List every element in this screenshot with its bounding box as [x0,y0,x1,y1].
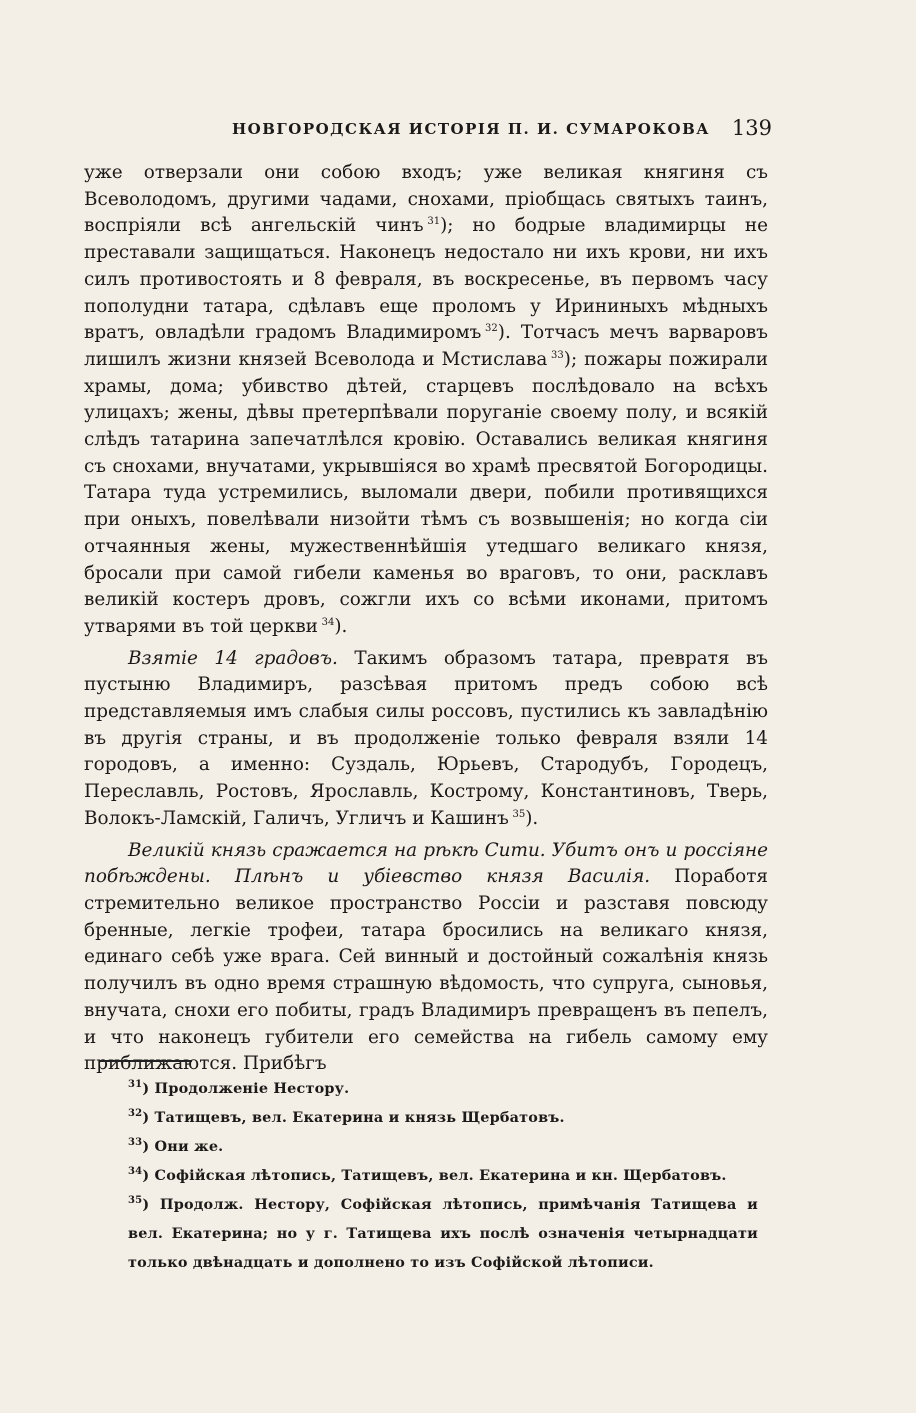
footnote-34 [98,1161,758,1190]
paragraph-1-text-d: ); пожары пожирали храмы, дома; убивство дѣтей, старцевъ послѣдовало на всѣхъ улицахъ; жены, дѣвы претерпѣвали поруганіе своему полу, и всякій слѣдъ татарина запечатлѣлся кровію. Оставались великая княгиня съ снохами, внучатами, укрывшіяся во храмѣ пресвятой Богородицы. Татара туда устремились, выломали двери, побили противящихся при оныхъ, повелѣвали низойти тѣмъ съ возвышенія; но когда сіи отчаянныя жены, мужественнѣйшія утедшаго великаго князя, бросали при самой гибели каменья во враговъ, то они, расклавъ великій костеръ дровъ, сожгли ихъ со всѣми иконами, притомъ утварями въ той церкви [84,348,769,637]
side-heading-battle-sit: Великій князь сражается на рѣкѣ Сити. Убитъ онъ и россіяне побѣждены. Плѣнъ и убіевство князя Василія. [84,839,768,888]
footnote-text: ) Татищевъ, вел. Екатерина и князь Щербатовъ. [142,1109,565,1126]
footnote-text: ) Они же. [142,1138,224,1155]
paragraph-3 [84,838,768,1078]
paragraph-1-text-a: уже отверзали они собою входъ; уже великая княгиня съ Всеволодомъ, другими чадами, снохами, пріобщась святыхъ таинъ, воспріяли всѣ ангельскій чинъ [84,162,768,237]
paragraph-2-text: Такимъ образомъ татара, превратя въ пустыню Владимиръ, разсѣвая притомъ предъ собою всѣ представляемыя имъ слабыя силы россовъ, пустились къ завладѣнію въ другія страны, и въ продолженіе только февраля взяли 14 городовъ, а именно: Суздаль, Юрьевъ, Стародубъ, Городецъ, Переславль, Ростовъ, Ярославль, Кострому, Константиновъ, Тверь, Волокъ-Ламскій, Галичъ, Угличъ и Кашинъ [84,647,768,829]
paragraph-1-text-e: ). [334,615,348,637]
footnote-31 [98,1074,758,1103]
footnote-35 [98,1190,758,1277]
footnote-text: ) Продолженіе Нестору. [142,1080,350,1097]
footnote-num: 31 [128,1079,143,1091]
footnote-text: ) Софійская лѣтопись, Татищевъ, вел. Екатерина и кн. Щербатовъ. [142,1167,727,1184]
footnote-num: 33 [128,1137,143,1149]
footnote-ref-34: 34 [321,616,335,628]
footnote-33 [98,1132,758,1161]
footnote-text: ) Продолж. Нестору, Софійская лѣтопись, примѣчанія Татищева и вел. Екатерина; но у г. Татищева ихъ послѣ означенія четырнадцати только двѣнадцать и дополнено то изъ Софійской лѣтописи. [128,1196,758,1271]
footnote-ref-32: 32 [485,323,498,335]
paragraph-2 [84,646,768,833]
running-header [84,116,772,146]
running-title: НОВГОРОДСКАЯ ИСТОРІЯ П. И. СУМАРОКОВА [232,120,710,138]
paragraph-3-text: Поработя стремительно великое пространство Россіи и разставя повсюду бренные, легкіе трофеи, татара бросились на великаго князя, единаго себѣ уже врага. Сей винный и достойный сожалѣнія князь получилъ въ одно время страшную вѣдомость, что супруга, сыновья, внучата, снохи его побиты, градъ Владимиръ превращенъ въ пепелъ, и что наконецъ губители его семейства на гибель самому ему приближаются. Прибѣгъ [84,866,768,1075]
footnote-num: 34 [128,1166,143,1178]
footnote-num: 32 [128,1108,143,1120]
footnote-32 [98,1103,758,1132]
paragraph-1 [84,160,768,641]
footnote-ref-35: 35 [512,808,526,820]
paragraph-1-text-c: ). Тотчасъ мечъ варваровъ лишилъ жизни князей Всеволода и Мстислава [84,322,768,370]
page-number: 139 [731,116,772,140]
footnote-num: 35 [128,1195,143,1207]
footnote-ref-31: 31 [427,216,441,228]
side-heading-capture-14-towns: Взятіе 14 градовъ. [128,647,338,669]
footnotes [98,1074,758,1277]
paragraph-2-tail: ). [525,807,539,829]
main-text [84,160,768,1078]
footnote-divider [100,1060,192,1062]
footnote-ref-33: 33 [551,349,564,361]
paragraph-1-text-b: ); но бодрые владимирцы не преставали защищаться. Наконецъ недостало ни ихъ крови, ни ихъ силъ противостоять и 8 февраля, въ воскресенье, въ первомъ часу пополудни татара, сдѣлавъ еще проломъ у Ирининыхъ мѣдныхъ вратъ, овладѣли градомъ Владимиромъ [84,215,768,344]
